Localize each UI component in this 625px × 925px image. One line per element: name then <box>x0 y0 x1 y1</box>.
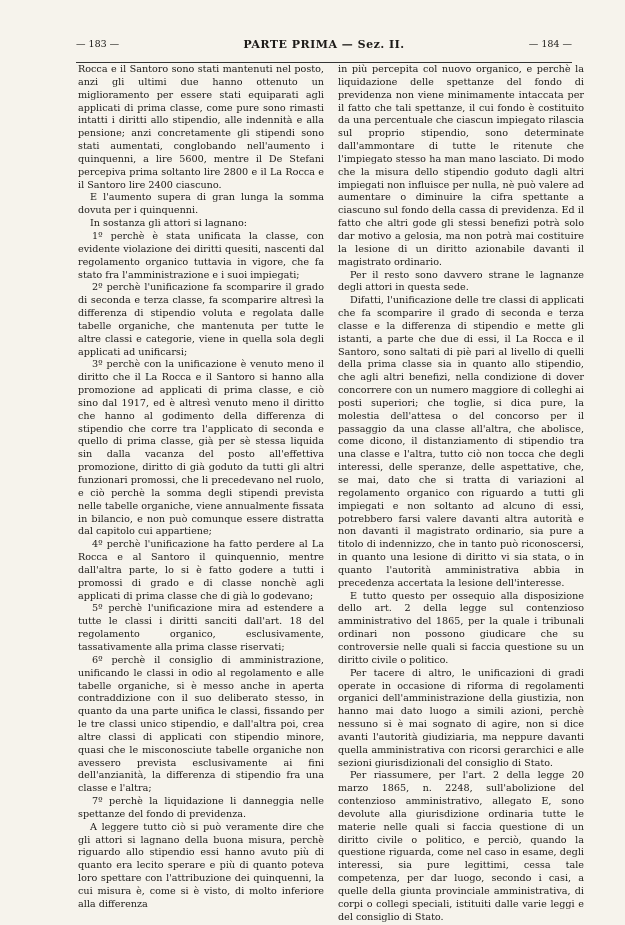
paragraph: Difatti, l'unificazione delle tre classi di applicati che fa scomparire il grado di seconda e terza classe e la differenza di stipendio e mette gli istanti, a parte che due di essi, il La Rocca e il Santoro, sono saltati di piè pari al livello di quelli della prima classe sia in quanto allo stipendio, che agli altri benefizi, nella condizione di dover concorrere con un numero maggiore di colleghi ai posti superiori; che toglie, si dica pure, la molestia dell'attesa o del concorso per il passaggio da una classe all'altra, che abolisce, come dicono, il distanziamento di stipendio tra una classe e l'altra, tutto ciò non tocca che degli interessi, delle speranze, delle aspettative, che, se mai, dato che si tratta di variazioni al regolamento organico con riguardo a tutti gli impiegati e non soltanto ad alcuno di essi, potrebbero farsi valere davanti altra autorità e non davanti il magistrato ordinario, sia pure a titolo di indennizzo, che in tanto può riconoscersi, in quanto una lesione di diritto vi sia stata, o in quanto l'autorità amministrativa abbia in precedenza accertata la lesione dell'interesse. <box>338 295 584 589</box>
paragraph: A leggere tutto ciò si può veramente dire che gli attori si lagnano della buona misura, perchè riguardo allo stipendio essi hanno avuto più di quanto era lecito sperare e più di quanto poteva loro spettare con l'attribuzione dei quinquenni, la cui misura è, come si è visto, di molto inferiore alla differenza <box>78 821 324 910</box>
paragraph: E tutto questo per ossequio alla disposizione dello art. 2 della legge sul contenzioso amministrativo del 1865, per la quale i tribunali ordinari non possono giudicare che su controversie nelle quali si faccia questione su un diritto civile o politico. <box>338 590 584 666</box>
header-rule <box>76 62 572 63</box>
list-item: 7º perchè la liquidazione li danneggia nelle spettanze del fondo di previdenza. <box>78 796 324 820</box>
page-number-right: — 184 — <box>528 38 572 50</box>
page-number-left: — 183 — <box>76 38 120 50</box>
paragraph: In sostanza gli attori si lagnano: <box>90 218 248 230</box>
running-title: PARTE PRIMA — Sez. II. <box>243 37 405 51</box>
right-column <box>338 64 584 925</box>
paragraph: Per riassumere, per l'art. 2 della legge 20 marzo 1865, n. 2248, sull'abolizione del contenzioso amministrativo, allegato E, sono devolute alla giurisdizione ordinaria tutte le materie nelle quali si faccia questione di un diritto civile o politico, e perciò, quando la questione riguarda, come nel caso in esame, degli interessi, sia pure legittimi, cessa tale competenza, per dar luogo, secondo i casi, a quelle della giunta provinciale amministrativa, di corpi o collegi speciali, istituiti dalle varie leggi e del consiglio di Stato. <box>338 770 584 923</box>
list-item: 1º perchè è stata unificata la classe, con evidente violazione dei diritti quesiti, nascenti dal regolamento organico tuttavia in vigore, che fa stato fra l'amministrazione e i suoi impiegati; <box>78 230 324 281</box>
list-item: 3º perchè con la unificazione è venuto meno il diritto che il La Rocca e il Santoro si hanno alla promozione ad applicati di prima classe, e ciò sino dal 1917, ed è altresì venuto meno il diritto che hanno al godimento della differenza di stipendio che corre tra l'applicato di seconda e quello di prima classe, già per sè stessa liquida sin dalla vacanza del posto all'effettiva promozione, diritto di già goduto da tutti gli altri funzionari promossi, che li precedevano nel ruolo, e ciò perchè la somma degli stipendi prevista nelle tabelle organiche, viene annualmente fissata in bilancio, e non può comunque essere distratta dal capitolo cui appartiene; <box>78 359 324 538</box>
left-column <box>78 64 324 912</box>
list-item: 2º perchè l'unificazione fa scomparire il grado di seconda e terza classe, fa scomparire altresì la differenza di stipendio voluta e regolata dalle tabelle organiche, che mantenuta per tutte le altre classi e categorie, viene in quella sola degli applicati ad unificarsi; <box>78 282 324 358</box>
list-item: 4º perchè l'unificazione ha fatto perdere al La Rocca e al Santoro il quinquennio, mentre dall'altra parte, lo si è fatto godere a tutti i promossi di grado e di classe nonchè agli applicati di prima classe che di già lo godevano; <box>78 539 324 602</box>
paragraph: E l'aumento supera di gran lunga la somma dovuta per i quinquenni. <box>78 192 324 217</box>
list-item: 5º perchè l'unificazione mira ad estendere a tutte le classi i diritti sanciti dall'art. 18 del regolamento organico, esclusivamente, tassativamente alla prima classe riservati; <box>78 603 324 653</box>
paragraph: Rocca e il Santoro sono stati mantenuti nel posto, anzi gli ultimi due hanno ottenuto un miglioramento per essere stati equiparati agli applicati di prima classe, come pure sono rimasti intatti i diritti allo stipendio, alle indennità e alla pensione; anzi concretamente gli stipendi sono stati aumentati, conglobando nell'aumento i quinquenni, a lire 5600, mentre il De Stefani percepiva prima soltanto lire 2800 e il La Rocca e il Santoro lire 2400 ciascuno. <box>78 64 324 191</box>
page-header <box>76 36 572 52</box>
paragraph: in più percepita col nuovo organico, e perchè la liquidazione delle spettanze del fondo di previdenza non viene minimamente intaccata per il fatto che tali spettanze, il cui fondo è costituito da una percentuale che ciascun impiegato rilascia sul proprio stipendio, sono determinate dall'ammontare di tutte le ritenute che l'impiegato stesso ha man mano lasciato. Di modo che la misura dello stipendio goduto dagli altri impiegati non influisce per nulla, nè può valere ad aumentare o diminuire la cifra spettante a ciascuno sul fondo della cassa di previdenza. Ed il fatto che altri gode gli stessi benefizi potrà solo dar motivo a gelosia, ma non potrà mai costituire la lesione di un diritto azionabile davanti il magistrato ordinario. <box>338 64 584 268</box>
paragraph: Per il resto sono davvero strane le lagnanze degli attori in questa sede. <box>338 269 584 294</box>
paragraph: Per tacere di altro, le unificazioni di gradi operate in occasione di riforma di regolamenti organici dell'amministrazione della giustizia, non hanno mai dato luogo a simili azioni, perchè nessuno si è mai sognato di agire, non si dice avanti l'autorità giudiziaria, ma neppure davanti quella amministrativa con ricorsi gerarchici e alle sezioni giurisdizionali del consiglio di Stato. <box>338 667 584 769</box>
list-item: 6º perchè il consiglio di amministrazione, unificando le classi in odio al regolamento e alle tabelle organiche, si è messo anche in aperta contraddizione con il suo deliberato stesso, in quanto da una parte unifica le classi, fissando per le tre classi unico stipendio, e dall'altra poi, crea altre classi di applicati con stipendio minore, quasi che le misconosciute tabelle organiche non avessero prevista esclusivamente ai fini dell'anzianità, la differenza di stipendio fra una classe e l'altra; <box>78 654 324 795</box>
